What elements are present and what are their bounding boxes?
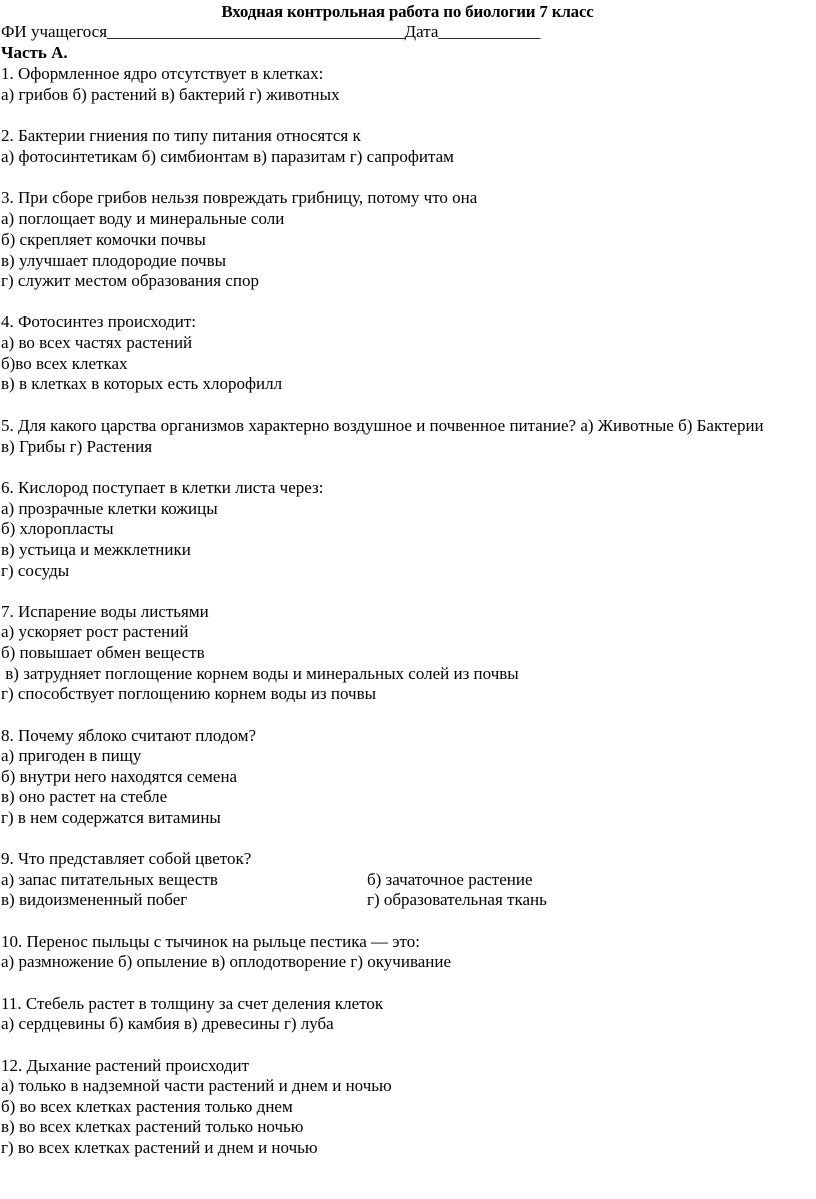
question-text: 6. Кислород поступает в клетки листа через: [1, 478, 324, 497]
question-text: 9. Что представляет собой цветок? [1, 849, 252, 868]
question-text: 5. Для какого царства организмов характерно воздушное и почвенное питание? а) Животные б) Бактерии [1, 416, 764, 435]
question-text: 11. Стебель растет в толщину за счет деления клеток [1, 994, 384, 1013]
answer-option: г) сосуды [1, 561, 70, 580]
answer-option: а) ускоряет рост растений [1, 622, 189, 641]
question-text: 10. Перенос пыльцы с тычинок на рыльце пестика — это: [1, 932, 420, 951]
answer-option: б) во всех клетках растения только днем [1, 1097, 293, 1116]
answer-option: в) в клетках в которых есть хлорофилл [1, 374, 283, 393]
answer-option: г) способствует поглощению корнем воды из почвы [1, 684, 377, 703]
answer-option: б) скрепляет комочки почвы [1, 230, 206, 249]
answer-option: в) Грибы г) Растения [1, 437, 153, 456]
answer-option: а) прозрачные клетки кожицы [1, 499, 218, 518]
answer-option: г) в нем содержатся витамины [1, 808, 221, 827]
answer-option: а) во всех частях растений [1, 333, 193, 352]
answer-option: а) поглощает воду и минеральные соли [1, 209, 285, 228]
answer-option: в) видоизмененный побег [1, 890, 188, 909]
student-info-line: ФИ учащегося___________________________________Дата____________ [1, 22, 541, 41]
answer-option: б) повышает обмен веществ [1, 643, 205, 662]
answer-option: б)во всех клетках [1, 354, 128, 373]
answer-option: в) оно растет на стебле [1, 787, 168, 806]
answer-option: б) зачаточное растение [367, 870, 533, 889]
answer-option: в) во всех клетках растений только ночью [1, 1117, 304, 1136]
answer-option: в) улучшает плодородие почвы [1, 251, 227, 270]
answer-option: а) фотосинтетикам б) симбионтам в) паразитам г) сапрофитам [1, 147, 454, 166]
answer-option: г) образовательная ткань [367, 890, 547, 909]
question-text: 1. Оформленное ядро отсутствует в клетках: [1, 64, 324, 83]
answer-option: а) пригоден в пищу [1, 746, 142, 765]
question-text: 7. Испарение воды листьями [1, 602, 209, 621]
question-text: 3. При сборе грибов нельзя повреждать грибницу, потому что она [1, 188, 478, 207]
answer-option: г) во всех клетках растений и днем и ночью [1, 1138, 318, 1157]
answer-option: б) внутри него находятся семена [1, 767, 238, 786]
answer-option: б) хлоропласты [1, 519, 114, 538]
answer-option: а) сердцевины б) камбия в) древесины г) луба [1, 1014, 334, 1033]
answer-option: а) грибов б) растений в) бактерий г) животных [1, 85, 340, 104]
question-text: 12. Дыхание растений происходит [1, 1056, 249, 1075]
part-a-heading: Часть А. [1, 43, 68, 62]
question-text: 2. Бактерии гниения по типу питания относятся к [1, 126, 361, 145]
answer-option: в) затрудняет поглощение корнем воды и минеральных солей из почвы [1, 664, 519, 683]
question-text: 8. Почему яблоко считают плодом? [1, 726, 257, 745]
answer-option: а) запас питательных веществ [1, 870, 218, 889]
answer-option: а) размножение б) опыление в) оплодотворение г) окучивание [1, 952, 452, 971]
answer-option: а) только в надземной части растений и днем и ночью [1, 1076, 392, 1095]
answer-option: в) устьица и межклетники [1, 540, 191, 559]
document-title: Входная контрольная работа по биологии 7 класс [221, 2, 594, 21]
question-text: 4. Фотосинтез происходит: [1, 312, 197, 331]
answer-option: г) служит местом образования спор [1, 271, 259, 290]
